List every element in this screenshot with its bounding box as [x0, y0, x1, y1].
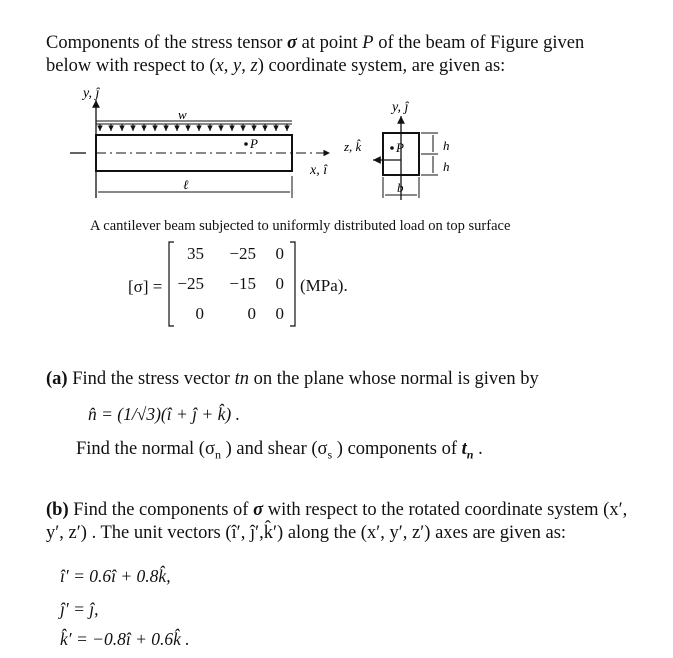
h-bottom-label: h [443, 159, 450, 174]
height-dimensions [421, 133, 438, 175]
matrix-lhs: [σ] = [128, 277, 163, 296]
load-label: w [178, 107, 187, 122]
matrix-cell: −15 [229, 274, 256, 293]
stress-vector-t: t [461, 439, 467, 459]
part-a-text: ) and shear (σ [220, 439, 328, 459]
part-a-text: ) components of [332, 439, 462, 459]
matrix-cell: 0 [195, 304, 204, 323]
matrix-unit: (MPa). [300, 276, 348, 295]
length-label: ℓ [183, 177, 189, 192]
beam-figure [0, 0, 673, 218]
part-a-text: Find the normal (σ [76, 439, 215, 459]
subscript-n: n [466, 447, 474, 462]
intro-text: , [223, 56, 234, 76]
part-b-label: (b) [46, 500, 69, 520]
subscript-n: n [214, 447, 221, 462]
matrix-cell: 0 [275, 304, 284, 323]
matrix-cell: −25 [229, 244, 256, 263]
part-b-line-1 [46, 499, 627, 521]
intro-text: ) coordinate system, are given as: [257, 56, 506, 76]
part-b-text: with respect to the rotated coordinate system (x′, [263, 500, 628, 520]
subscript-s: s [327, 447, 333, 462]
section-point-label: P [396, 140, 404, 155]
unit-vector-eq-2: ĵ′ = ĵ, [60, 599, 99, 619]
matrix-cell: −25 [177, 274, 204, 293]
intro-text: at point [296, 33, 363, 53]
part-a-line-2 [76, 438, 483, 466]
intro-text: of the beam of Figure given [373, 33, 585, 53]
intro-text: below with respect to ( [46, 56, 216, 76]
section-z-axis-label: z, k̂ [344, 139, 362, 154]
unit-vector-eq-3: k̂′ = −0.8î + 0.6k̂ . [60, 629, 190, 649]
sigma-symbol: σ [287, 33, 297, 53]
unit-vector-eq-1: î′ = 0.6î + 0.8k̂, [60, 566, 171, 586]
b-label: b [397, 180, 404, 195]
coord-y: y [233, 56, 242, 76]
matrix-cell: 35 [187, 244, 204, 263]
part-a-line-1 [46, 368, 539, 390]
sigma-symbol: σ [253, 500, 264, 520]
matrix-cell: 0 [247, 304, 256, 323]
part-a-text: . [473, 439, 483, 459]
figure-caption: A cantilever beam subjected to uniformly distributed load on top surface [90, 218, 511, 234]
normal-equation: n̂ = (1/√3)(î + ĵ + k̂) . [88, 404, 240, 424]
coord-z: z [250, 56, 258, 76]
section-y-axis-label: y, ĵ [392, 100, 409, 115]
intro-text: , [241, 56, 251, 76]
point-p-dot [244, 142, 248, 146]
distributed-load-arrows [96, 121, 292, 131]
beam-point-label: P [250, 136, 258, 151]
beam-y-axis-label: y, ĵ [83, 86, 100, 101]
part-a-text: on the plane whose normal is given by [248, 369, 539, 389]
h-top-label: h [443, 138, 450, 153]
part-a-label: (a) [46, 369, 68, 389]
intro-text: Components of the stress tensor [46, 33, 287, 53]
beam-x-axis-label: x, î [310, 163, 328, 178]
part-a-text: Find the stress vector [67, 369, 235, 389]
stress-vector-tn: tn [234, 369, 249, 389]
coord-x: x [215, 56, 224, 76]
matrix-cell: 0 [275, 274, 284, 293]
point-p: P [362, 33, 374, 53]
matrix-cell: 0 [275, 244, 284, 263]
part-b-line-2: y′, z′) . The unit vectors (î′, ĵ′,k̂′) along the (x′, y′, z′) axes are given as: [46, 523, 567, 543]
part-b-text: Find the components of [68, 500, 254, 520]
